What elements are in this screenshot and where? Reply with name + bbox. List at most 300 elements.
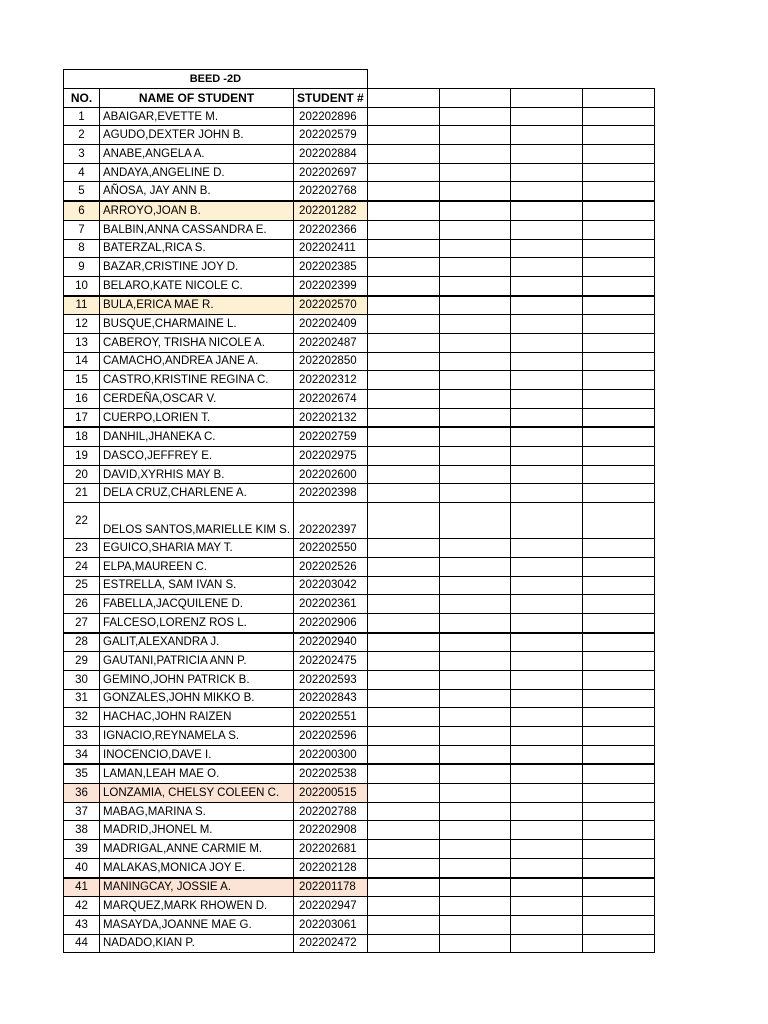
empty-header-cell [367,88,439,107]
empty-cell [582,408,654,427]
empty-cell [582,633,654,652]
table-row [64,390,655,409]
empty-cell [367,595,439,614]
empty-cell [367,652,439,671]
empty-cell [510,126,582,145]
row-number: 43 [64,915,100,934]
row-number: 16 [64,390,100,409]
empty-cell [510,145,582,164]
row-number: 8 [64,239,100,258]
empty-cell [582,163,654,182]
empty-cell [510,821,582,840]
table-row [64,784,655,803]
empty-cell [439,802,510,821]
empty-cell [367,465,439,484]
student-name: GALIT,ALEXANDRA J. [100,633,294,652]
table-row [64,276,655,295]
empty-cell [439,201,510,220]
empty-cell [510,371,582,390]
row-number: 11 [64,296,100,315]
student-name: MANINGCAY, JOSSIE A. [100,878,294,897]
student-number: 202202397 [294,503,368,539]
empty-cell [510,163,582,182]
student-name: CASTRO,KRISTINE REGINA C. [100,371,294,390]
student-number: 202202399 [294,276,368,295]
student-number: 202203061 [294,915,368,934]
table-row [64,296,655,315]
student-name: FALCESO,LORENZ ROS L. [100,613,294,632]
student-number: 202202596 [294,727,368,746]
student-number: 202202132 [294,408,368,427]
empty-cell [510,333,582,352]
empty-cell [510,447,582,466]
empty-cell [510,670,582,689]
table-row [64,670,655,689]
student-number: 202202361 [294,595,368,614]
empty-cell [510,484,582,503]
blank-cell [367,70,654,89]
empty-cell [439,408,510,427]
student-number: 202202128 [294,858,368,877]
empty-cell [367,802,439,821]
student-number: 202202975 [294,447,368,466]
table-row [64,182,655,201]
student-name: GAUTANI,PATRICIA ANN P. [100,652,294,671]
table-row [64,539,655,558]
student-number: 202202526 [294,557,368,576]
row-number: 39 [64,840,100,859]
row-number: 5 [64,182,100,201]
header-row [64,88,655,107]
empty-cell [582,126,654,145]
student-name: AÑOSA, JAY ANN B. [100,182,294,201]
empty-cell [582,557,654,576]
empty-cell [439,878,510,897]
empty-cell [582,201,654,220]
empty-cell [510,390,582,409]
table-row [64,107,655,126]
student-name: CAMACHO,ANDREA JANE A. [100,352,294,371]
table-row [64,633,655,652]
student-number: 202202472 [294,934,368,953]
table-row [64,708,655,727]
student-number: 202202551 [294,708,368,727]
empty-cell [510,652,582,671]
empty-cell [439,447,510,466]
empty-cell [439,764,510,783]
row-number: 34 [64,745,100,764]
empty-cell [439,258,510,277]
empty-cell [367,727,439,746]
empty-cell [582,858,654,877]
empty-cell [439,315,510,334]
empty-cell [439,784,510,803]
empty-cell [367,333,439,352]
empty-cell [367,821,439,840]
row-number: 14 [64,352,100,371]
empty-cell [510,727,582,746]
student-number: 202202940 [294,633,368,652]
table-row [64,821,655,840]
row-number: 23 [64,539,100,558]
empty-cell [510,633,582,652]
empty-cell [367,878,439,897]
empty-cell [367,447,439,466]
empty-cell [510,858,582,877]
row-number: 12 [64,315,100,334]
empty-cell [367,503,439,539]
empty-cell [367,858,439,877]
table-row [64,897,655,916]
student-number: 202202768 [294,182,368,201]
row-number: 10 [64,276,100,295]
empty-cell [367,352,439,371]
student-number: 202201282 [294,201,368,220]
empty-cell [439,484,510,503]
empty-cell [510,557,582,576]
student-number: 202201178 [294,878,368,897]
student-number: 202202550 [294,539,368,558]
student-number: 202202312 [294,371,368,390]
table-row [64,840,655,859]
empty-cell [439,897,510,916]
empty-cell [510,182,582,201]
student-number: 202202538 [294,764,368,783]
empty-cell [367,557,439,576]
table-row [64,145,655,164]
empty-header-cell [510,88,582,107]
row-number: 2 [64,126,100,145]
empty-cell [439,390,510,409]
empty-cell [582,915,654,934]
table-row [64,727,655,746]
student-number: 202202475 [294,652,368,671]
empty-cell [510,258,582,277]
empty-cell [367,427,439,446]
student-name: MABAG,MARINA S. [100,802,294,821]
empty-cell [510,408,582,427]
empty-cell [510,689,582,708]
student-name: DELOS SANTOS,MARIELLE KIM S. [100,503,294,539]
student-name: ABAIGAR,EVETTE M. [100,107,294,126]
table-row [64,503,655,539]
student-number: 202202487 [294,333,368,352]
empty-cell [367,784,439,803]
empty-cell [510,878,582,897]
empty-cell [439,727,510,746]
table-row [64,858,655,877]
row-number: 36 [64,784,100,803]
row-number: 31 [64,689,100,708]
empty-cell [582,239,654,258]
table-row [64,595,655,614]
empty-cell [439,145,510,164]
empty-cell [367,371,439,390]
student-number: 202202570 [294,296,368,315]
student-name: AGUDO,DEXTER JOHN B. [100,126,294,145]
empty-cell [582,352,654,371]
row-number: 30 [64,670,100,689]
empty-cell [582,390,654,409]
empty-cell [367,539,439,558]
empty-cell [582,333,654,352]
empty-cell [367,182,439,201]
table-row [64,126,655,145]
row-number: 6 [64,201,100,220]
row-number: 25 [64,576,100,595]
empty-cell [510,613,582,632]
row-number: 38 [64,821,100,840]
student-name: FABELLA,JACQUILENE D. [100,595,294,614]
empty-cell [510,802,582,821]
student-name: LAMAN,LEAH MAE O. [100,764,294,783]
empty-cell [367,276,439,295]
empty-cell [510,764,582,783]
table-row [64,764,655,783]
empty-cell [439,613,510,632]
empty-cell [510,220,582,239]
student-name: MALAKAS,MONICA JOY E. [100,858,294,877]
table-row [64,613,655,632]
row-number: 32 [64,708,100,727]
student-number: 202202906 [294,613,368,632]
table-row [64,315,655,334]
table-row [64,802,655,821]
student-number: 202202908 [294,821,368,840]
empty-cell [582,878,654,897]
student-number: 202202759 [294,427,368,446]
empty-cell [367,934,439,953]
empty-cell [367,745,439,764]
empty-cell [439,539,510,558]
student-number: 202202681 [294,840,368,859]
empty-cell [439,557,510,576]
student-name: GEMINO,JOHN PATRICK B. [100,670,294,689]
empty-cell [439,427,510,446]
empty-cell [582,465,654,484]
empty-cell [367,220,439,239]
empty-cell [367,163,439,182]
empty-cell [439,239,510,258]
student-name: BULA,ERICA MAE R. [100,296,294,315]
empty-cell [582,258,654,277]
row-number: 35 [64,764,100,783]
empty-cell [582,613,654,632]
student-number: 202202385 [294,258,368,277]
row-number: 27 [64,613,100,632]
empty-header-cell [439,88,510,107]
student-name: CABEROY, TRISHA NICOLE A. [100,333,294,352]
empty-cell [439,670,510,689]
row-number: 42 [64,897,100,916]
student-number: 202202884 [294,145,368,164]
empty-cell [582,764,654,783]
table-row [64,239,655,258]
row-number: 1 [64,107,100,126]
empty-cell [367,670,439,689]
header-no: NO. [64,88,100,107]
student-name: DASCO,JEFFREY E. [100,447,294,466]
empty-cell [367,764,439,783]
student-name: ESTRELLA, SAM IVAN S. [100,576,294,595]
table-row [64,333,655,352]
row-number: 3 [64,145,100,164]
empty-cell [367,840,439,859]
student-number: 202202674 [294,390,368,409]
empty-cell [439,934,510,953]
empty-cell [582,484,654,503]
student-number: 202202411 [294,239,368,258]
empty-cell [582,220,654,239]
student-name: MARQUEZ,MARK RHOWEN D. [100,897,294,916]
empty-cell [439,276,510,295]
empty-cell [367,390,439,409]
empty-cell [582,539,654,558]
row-number: 13 [64,333,100,352]
empty-cell [367,145,439,164]
empty-cell [439,371,510,390]
empty-cell [439,220,510,239]
student-number: 202202843 [294,689,368,708]
empty-cell [367,408,439,427]
empty-cell [439,107,510,126]
student-number: 202202366 [294,220,368,239]
student-number: 202203042 [294,576,368,595]
empty-cell [582,576,654,595]
table-row [64,352,655,371]
row-number: 29 [64,652,100,671]
row-number: 41 [64,878,100,897]
empty-cell [582,315,654,334]
table-row [64,689,655,708]
student-number: 202202788 [294,802,368,821]
empty-cell [439,503,510,539]
table-row [64,408,655,427]
student-name: MADRID,JHONEL M. [100,821,294,840]
empty-cell [582,296,654,315]
empty-cell [439,689,510,708]
empty-cell [510,915,582,934]
row-number: 22 [64,503,100,539]
empty-cell [439,163,510,182]
empty-cell [582,371,654,390]
table-row [64,163,655,182]
student-number: 202202409 [294,315,368,334]
row-number: 40 [64,858,100,877]
empty-cell [510,934,582,953]
empty-cell [367,897,439,916]
empty-cell [510,576,582,595]
empty-cell [439,576,510,595]
row-number: 17 [64,408,100,427]
empty-cell [367,576,439,595]
empty-cell [582,897,654,916]
table-row [64,934,655,953]
student-name: MASAYDA,JOANNE MAE G. [100,915,294,934]
empty-cell [367,239,439,258]
student-number: 202202579 [294,126,368,145]
empty-cell [510,708,582,727]
student-name: DELA CRUZ,CHARLENE A. [100,484,294,503]
empty-cell [367,613,439,632]
student-name: LONZAMIA, CHELSY COLEEN C. [100,784,294,803]
empty-cell [439,708,510,727]
header-name: NAME OF STUDENT [100,88,294,107]
student-name: DANHIL,JHANEKA C. [100,427,294,446]
empty-cell [510,107,582,126]
student-name: GONZALES,JOHN MIKKO B. [100,689,294,708]
row-number: 21 [64,484,100,503]
empty-cell [510,539,582,558]
table-row [64,557,655,576]
student-name: DAVID,XYRHIS MAY B. [100,465,294,484]
empty-cell [582,652,654,671]
student-name: BAZAR,CRISTINE JOY D. [100,258,294,277]
table-row [64,371,655,390]
empty-cell [367,258,439,277]
empty-header-cell [582,88,654,107]
empty-cell [439,182,510,201]
student-number: 202202850 [294,352,368,371]
row-number: 24 [64,557,100,576]
table-row [64,484,655,503]
student-name: CERDEÑA,OSCAR V. [100,390,294,409]
empty-cell [510,784,582,803]
empty-cell [367,633,439,652]
empty-cell [439,333,510,352]
student-name: ARROYO,JOAN B. [100,201,294,220]
empty-cell [582,802,654,821]
empty-cell [582,276,654,295]
empty-cell [582,182,654,201]
empty-cell [439,296,510,315]
table-row [64,576,655,595]
student-number: 202202896 [294,107,368,126]
row-number: 28 [64,633,100,652]
student-name: ELPA,MAUREEN C. [100,557,294,576]
empty-cell [582,821,654,840]
student-name: INOCENCIO,DAVE I. [100,745,294,764]
student-name: BUSQUE,CHARMAINE L. [100,315,294,334]
student-name: NADADO,KIAN P. [100,934,294,953]
student-name: ANDAYA,ANGELINE D. [100,163,294,182]
student-name: IGNACIO,REYNAMELA S. [100,727,294,746]
empty-cell [439,126,510,145]
empty-cell [510,239,582,258]
table-row [64,878,655,897]
empty-cell [582,689,654,708]
empty-cell [510,315,582,334]
empty-cell [367,915,439,934]
empty-cell [510,745,582,764]
empty-cell [439,858,510,877]
student-number: 202202600 [294,465,368,484]
table-row [64,745,655,764]
row-number: 20 [64,465,100,484]
empty-cell [582,840,654,859]
table-row [64,220,655,239]
empty-cell [582,745,654,764]
empty-cell [582,447,654,466]
empty-cell [582,670,654,689]
student-name: BATERZAL,RICA S. [100,239,294,258]
empty-cell [367,689,439,708]
empty-cell [367,708,439,727]
student-name: BELARO,KATE NICOLE C. [100,276,294,295]
student-name: CUERPO,LORIEN T. [100,408,294,427]
empty-cell [510,503,582,539]
empty-cell [439,652,510,671]
